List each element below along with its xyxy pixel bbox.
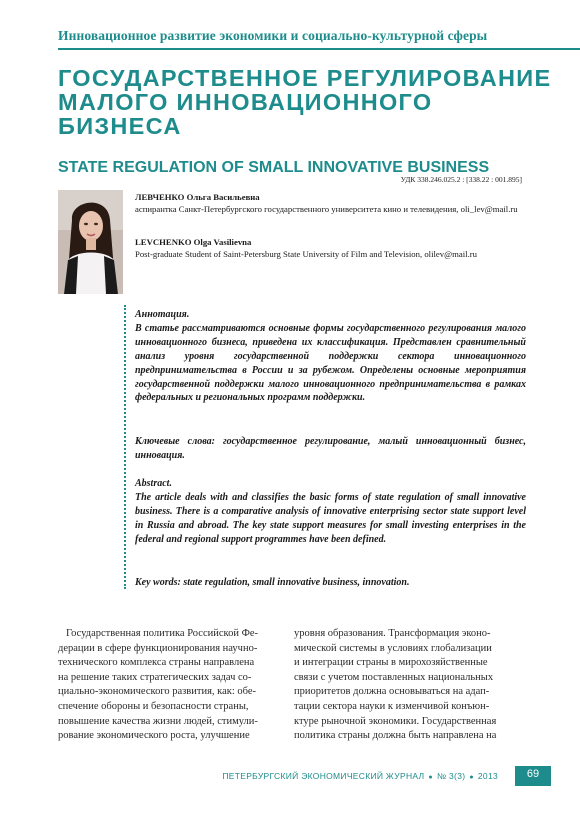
abstract-text: В статье рассматриваются основные формы государственного регулирования малого инновационного бизнеса, приведена их классификация. Представлен сравнительный анализ уровня государственной поддержки сектора инновационного предпринимательства в России и за рубежом. Определены основные мероприятия государственной поддержки малого инновационного предпринимательства в рамках федеральных и региональных программ поддержки. (135, 322, 526, 404)
body-line: рование экономического роста, улучшение (58, 730, 250, 742)
body-line: уровня образования. Трансформация эконо- (294, 628, 491, 639)
body-line: приоритетов должна основываться на адап- (294, 686, 490, 698)
abstract-en (135, 477, 526, 547)
journal-name: ПЕТЕРБУРГСКИЙ ЭКОНОМИЧЕСКИЙ ЖУРНАЛ (222, 771, 425, 781)
body-line: мической системы в условиях глобализации (294, 642, 492, 654)
issue-year: 2013 (477, 771, 498, 781)
article-title-en: STATE REGULATION OF SMALL INNOVATIVE BUSINESS (58, 159, 490, 176)
keywords-ru (135, 435, 526, 463)
body-line: дерации в сфере функционирования научно- (58, 642, 258, 654)
body-line: политика страны должна быть направлена на (294, 730, 497, 742)
body-line: технического комплекса страны направлена (58, 657, 255, 669)
title-line: МАЛОГО ИННОВАЦИОННОГО (58, 89, 433, 115)
author-en (135, 236, 535, 260)
footer-journal-info (222, 771, 498, 781)
issue-number: № 3(3) (436, 771, 466, 781)
body-line: связи с учетом поставленных национальных (294, 671, 494, 683)
author-photo-image (58, 190, 123, 294)
body-line: ктуре рыночной экономики. Государственная (294, 715, 497, 727)
author-photo (58, 190, 123, 294)
body-line: Государственная политика Российской Фе- (66, 628, 259, 639)
body-line: циально-экономического развития, как: обе- (58, 686, 257, 698)
body-column-right (294, 627, 526, 744)
abstract-heading: Аннотация. (135, 309, 190, 320)
udk-code: УДК 338.246.025.2 : [338.22 : 001.895] (400, 175, 522, 184)
author-details: аспирантка Санкт-Петербургского государственного университета кино и телевидения, oli_lev@mail.ru (135, 204, 518, 214)
abstract-ru (135, 308, 526, 405)
bullet-icon: ● (469, 774, 474, 781)
bullet-icon: ● (428, 774, 433, 781)
body-line: на решение таких стратегических задач со- (58, 671, 252, 683)
body-line: и интеграции страны в мирохозяйственные (294, 657, 488, 669)
author-name: LEVCHENKO Olga Vasilievna (135, 237, 252, 247)
abstract-text: The article deals with and classifies the basic forms of state regulation of small innovative business. There is a comparative analysis of innovative enterprising sector state support level in Russia and abroad. The key state support measures for small investing enterprises in the federal and regional support programmes have been defined. (135, 491, 526, 545)
title-line: ГОСУДАРСТВЕННОЕ РЕГУЛИРОВАНИЕ (58, 65, 552, 91)
keywords-en (135, 576, 526, 590)
author-ru (135, 191, 535, 215)
abstract-heading: Abstract. (135, 478, 172, 489)
keywords-text: Key words: state regulation, small innovative business, innovation. (135, 577, 410, 588)
keywords-text: Ключевые слова: государственное регулирование, малый инновационный бизнес, инновация. (135, 436, 526, 461)
body-line: тации сектора науки к изменчивой конъюн- (294, 700, 490, 712)
body-line: повышение качества жизни людей, стимули- (58, 715, 258, 727)
header-divider (58, 48, 580, 50)
abstract-dotted-rule (124, 305, 126, 589)
page-number: 69 (526, 768, 540, 780)
title-line: БИЗНЕСА (58, 113, 182, 139)
article-title-ru (58, 66, 558, 138)
author-details: Post-graduate Student of Saint-Petersburg State University of Film and Television, olilev@mail.ru (135, 249, 477, 259)
author-name: ЛЕВЧЕНКО Ольга Васильевна (135, 192, 260, 202)
body-column-left (58, 627, 291, 744)
body-line: спечение обороны и безопасности страны, (58, 700, 249, 712)
section-header: Инновационное развитие экономики и социально-культурной сферы (58, 28, 488, 43)
